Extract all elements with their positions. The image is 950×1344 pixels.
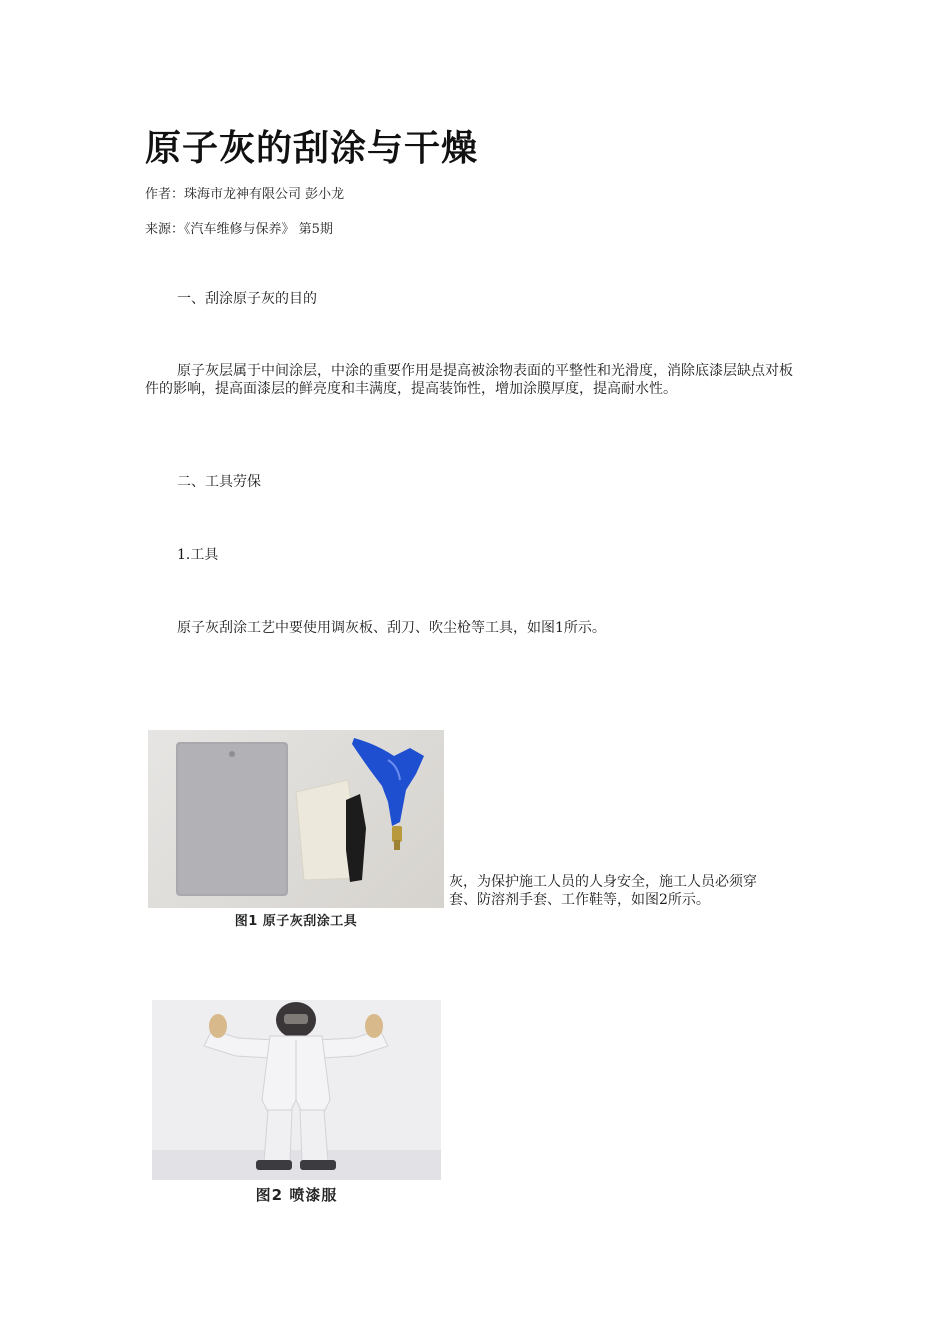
figure-2-caption: 图2 喷漆服 <box>255 1186 338 1204</box>
article-title: 原子灰的刮涂与干燥 <box>145 128 479 169</box>
figure-1 <box>148 730 444 928</box>
section-heading-purpose: 一、刮涂原子灰的目的 <box>177 291 317 307</box>
paragraph-purpose: 原子灰层属于中间涂层，中涂的重要作用是提高被涂物表面的平整性和光滑度，消除底漆层缺点对板件的影响，提高面漆层的鲜亮度和丰满度，提高装饰性，增加涂膜厚度，提高耐水性。 <box>145 363 793 397</box>
paragraph-protection-line-1: 灰，为保护施工人员的人身安全，施工人员必须穿 <box>449 874 757 890</box>
scraper-handle <box>346 794 366 882</box>
figure-1-caption: 图1 原子灰刮涂工具 <box>234 914 358 929</box>
section-heading-tools: 二、工具劳保 <box>177 474 261 490</box>
figure-1-photo <box>148 730 444 908</box>
right-glove <box>365 1014 383 1038</box>
left-shoe <box>256 1160 292 1170</box>
figure-2 <box>152 1000 441 1205</box>
tools-illustration <box>148 730 444 908</box>
paragraph-tools: 原子灰刮涂工艺中要使用调灰板、刮刀、吹尘枪等工具，如图1所示。 <box>177 620 606 636</box>
figure-2-photo <box>152 1000 441 1180</box>
subheading-tools: 1.工具 <box>177 547 219 563</box>
source-line: 来源：《汽车维修与保养》 第5期 <box>145 222 333 237</box>
left-glove <box>209 1014 227 1038</box>
author-line: 作者：珠海市龙神有限公司 彭小龙 <box>145 187 345 202</box>
right-shoe <box>300 1160 336 1170</box>
board-hole <box>229 751 235 757</box>
protective-suit-illustration <box>152 1000 441 1180</box>
blow-gun-fitting <box>392 826 402 842</box>
paragraph-protection <box>449 873 757 909</box>
left-leg <box>264 1110 292 1162</box>
right-leg <box>300 1110 328 1162</box>
paragraph-protection-line-2: 套、防溶剂手套、工作鞋等，如图2所示。 <box>449 892 710 908</box>
